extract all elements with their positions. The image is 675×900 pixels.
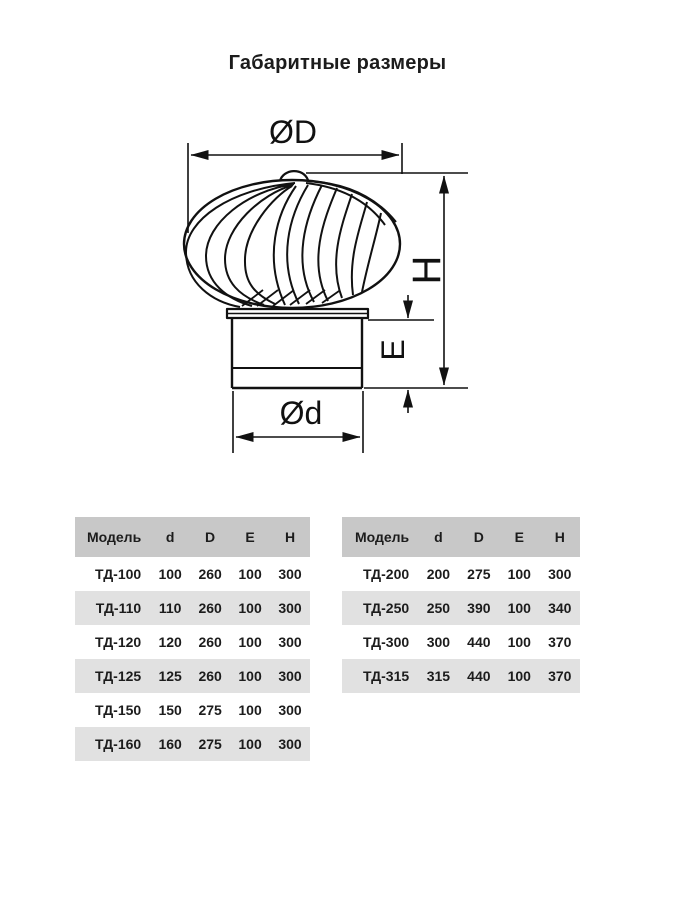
dim-label-E: E	[375, 339, 411, 361]
table-cell: 120	[158, 634, 182, 650]
table-cell: 440	[467, 634, 491, 650]
table-row	[75, 727, 310, 761]
table-cell: 260	[198, 566, 222, 582]
column-header: E	[230, 517, 270, 557]
table-cell: 340	[548, 600, 572, 616]
dim-label-d: Ød	[279, 395, 323, 431]
table-cell: 160	[158, 736, 182, 752]
table-row	[342, 557, 580, 591]
table-cell: 200	[426, 566, 451, 582]
table-row	[75, 591, 310, 625]
dimensions-table-left	[75, 517, 310, 761]
table-cell: 100	[238, 702, 262, 718]
table-cell: 440	[467, 668, 491, 684]
table-row	[75, 659, 310, 693]
column-header: H	[540, 517, 580, 557]
table-cell: 100	[507, 668, 531, 684]
blade-center-vanes	[274, 185, 381, 305]
column-header: H	[270, 517, 310, 557]
table-cell: ТД-200	[362, 566, 410, 582]
table-cell: 315	[426, 668, 451, 684]
table-cell: ТД-160	[94, 736, 142, 752]
table-cell: 275	[198, 736, 222, 752]
table-row	[342, 591, 580, 625]
table-cell: ТД-315	[362, 668, 410, 684]
column-header: Модель	[75, 517, 150, 557]
table-cell: 300	[278, 702, 302, 718]
table-cell: 300	[548, 566, 572, 582]
table-cell: 390	[467, 600, 491, 616]
table-cell: ТД-125	[94, 668, 142, 684]
table-row	[342, 625, 580, 659]
table-cell: 100	[238, 566, 262, 582]
page-title: Габаритные размеры	[228, 52, 447, 74]
table-cell: 150	[158, 702, 182, 718]
table-cell: 260	[198, 600, 222, 616]
table-cell: 100	[158, 566, 182, 582]
dim-label-H: H	[405, 255, 449, 285]
table-header	[342, 517, 580, 557]
table-cell: 260	[198, 634, 222, 650]
table-row	[342, 659, 580, 693]
table-cell: 100	[507, 566, 531, 582]
table-cell: 250	[426, 600, 451, 616]
column-header: D	[190, 517, 230, 557]
table-cell: ТД-110	[95, 600, 142, 616]
table-cell: 300	[278, 634, 302, 650]
column-header: D	[459, 517, 499, 557]
table-cell: ТД-300	[362, 634, 410, 650]
table-row	[75, 557, 310, 591]
table-cell: ТД-120	[94, 634, 142, 650]
table-cell: 370	[548, 668, 572, 684]
table-cell: ТД-100	[94, 566, 142, 582]
table-cell: 100	[507, 634, 531, 650]
table-row	[75, 625, 310, 659]
table-cell: 100	[238, 736, 262, 752]
table-cell: ТД-250	[362, 600, 410, 616]
dimensions-table-right	[342, 517, 580, 693]
column-header: d	[150, 517, 190, 557]
table-cell: 300	[278, 668, 302, 684]
table-cell: 100	[238, 634, 262, 650]
table-cell: 260	[198, 668, 222, 684]
column-header: d	[418, 517, 458, 557]
table-cell: 100	[238, 668, 262, 684]
base-cylinder	[232, 318, 362, 388]
table-cell: 300	[278, 566, 302, 582]
table-cell: 300	[278, 736, 302, 752]
blade-top-right	[306, 181, 396, 225]
column-header: Модель	[342, 517, 418, 557]
table-cell: 370	[548, 634, 572, 650]
table-cell: 110	[158, 600, 182, 616]
table-cell: ТД-150	[94, 702, 142, 718]
dimension-labels	[269, 114, 449, 431]
table-cell: 125	[158, 668, 182, 684]
dim-label-D: ØD	[269, 114, 317, 150]
table-row	[75, 693, 310, 727]
turbo-deflector-drawing	[184, 171, 400, 388]
table-header	[75, 517, 310, 557]
table-cell: 100	[238, 600, 262, 616]
table-cell: 300	[426, 634, 451, 650]
table-cell: 275	[467, 566, 491, 582]
column-header: E	[499, 517, 539, 557]
table-cell: 275	[198, 702, 222, 718]
table-cell: 100	[507, 600, 531, 616]
table-cell: 300	[278, 600, 302, 616]
